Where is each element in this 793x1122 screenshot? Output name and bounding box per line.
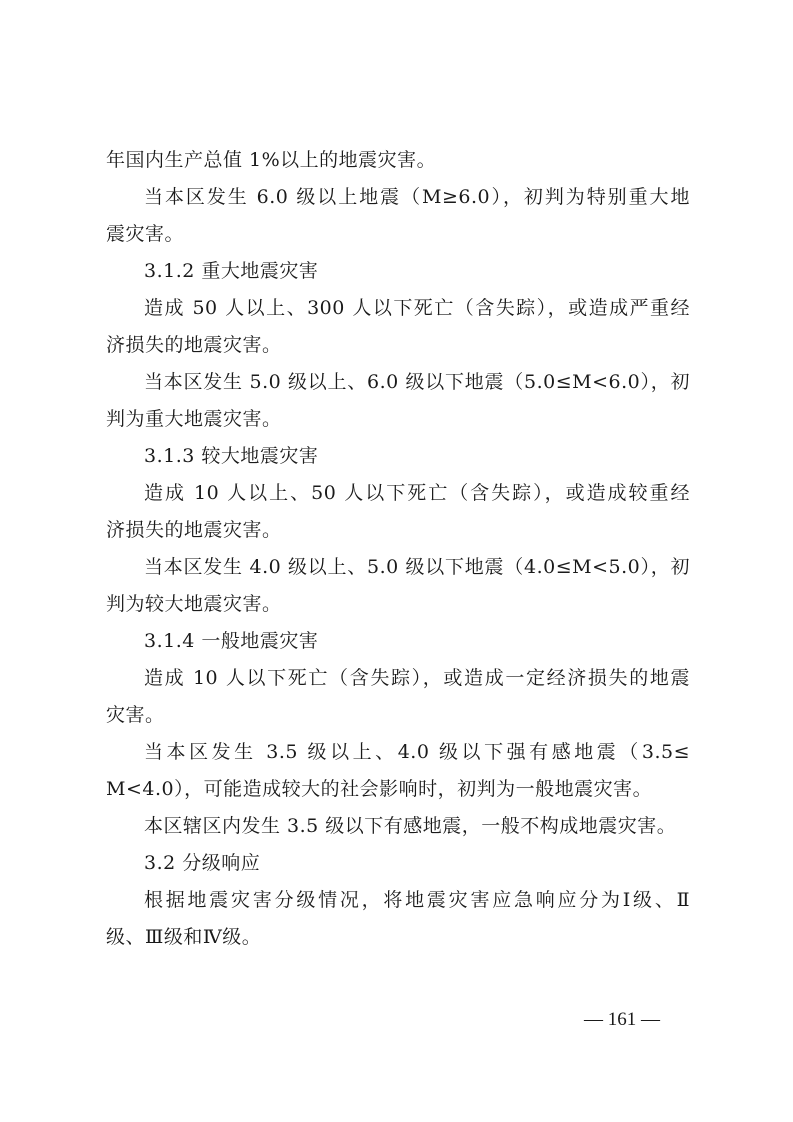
text-line: 当本区发生 3.5 级以上、4.0 级以下强有感地震（3.5≤ [144, 741, 690, 763]
section-heading: 3.1.4 一般地震灾害 [144, 630, 319, 652]
text-line: 当本区发生 5.0 级以上、6.0 级以下地震（5.0≤M<6.0），初 [144, 371, 690, 393]
section-heading: 3.1.2 重大地震灾害 [144, 260, 319, 282]
text-line: 本区辖区内发生 3.5 级以下有感地震，一般不构成地震灾害。 [144, 815, 677, 837]
text-line: 判为重大地震灾害。 [106, 408, 282, 430]
text-line: 根据地震灾害分级情况，将地震灾害应急响应分为Ⅰ级、Ⅱ [144, 889, 690, 911]
section-heading: 3.1.3 较大地震灾害 [144, 445, 319, 467]
text-line: 灾害。 [106, 704, 165, 726]
page-number: — 161 — [584, 1009, 660, 1030]
text-line: 造成 50 人以上、300 人以下死亡（含失踪），或造成严重经 [144, 297, 690, 319]
text-line: 济损失的地震灾害。 [106, 519, 282, 541]
section-heading: 3.2 分级响应 [144, 852, 261, 874]
document-body [106, 142, 690, 956]
text-line: M<4.0），可能造成较大的社会影响时，初判为一般地震灾害。 [106, 778, 653, 800]
text-line: 济损失的地震灾害。 [106, 334, 282, 356]
text-line: 震灾害。 [106, 223, 185, 245]
text-line: 造成 10 人以下死亡（含失踪），或造成一定经济损失的地震 [144, 667, 690, 689]
text-line: 造成 10 人以上、50 人以下死亡（含失踪），或造成较重经 [144, 482, 690, 504]
text-line: 当本区发生 6.0 级以上地震（M≥6.0），初判为特别重大地 [144, 186, 690, 208]
text-line: 判为较大地震灾害。 [106, 593, 282, 615]
text-line: 当本区发生 4.0 级以上、5.0 级以下地震（4.0≤M<5.0），初 [144, 556, 690, 578]
text-line: 级、Ⅲ级和Ⅳ级。 [106, 926, 262, 948]
text-line: 年国内生产总值 1%以上的地震灾害。 [106, 149, 437, 171]
